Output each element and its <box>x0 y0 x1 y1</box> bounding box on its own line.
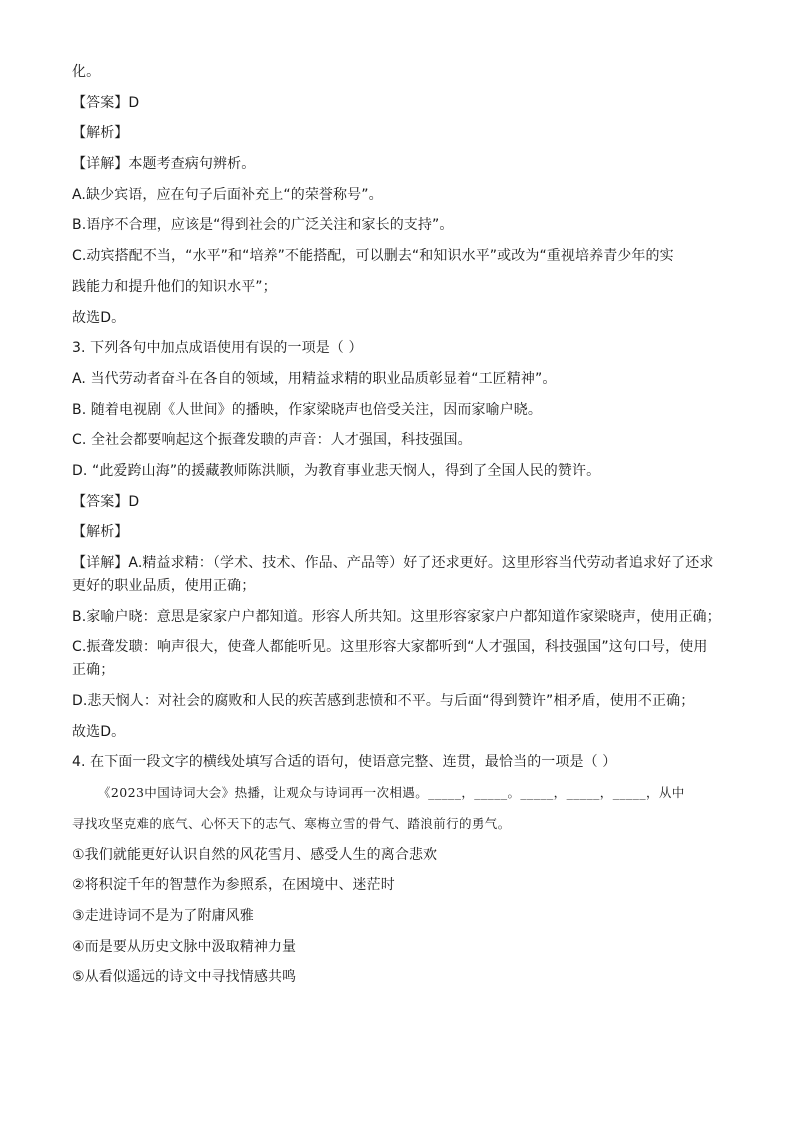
detail-c-cont: 正确； <box>72 662 115 679</box>
option-c: C. 全社会都要响起这个振聋发聩的声音：人才强国，科技强国。 <box>72 432 472 449</box>
text-line: 化。 <box>72 64 101 80</box>
conclusion-line: 故选D。 <box>72 309 126 326</box>
answer-label: 【答案】D <box>72 493 140 510</box>
explanation-c-cont: 践能力和提升他们的知识水平”； <box>72 278 277 295</box>
detail-b: B.家喻户晓：意思是家家户户都知道。形容人所共知。这里形容家家户户都知道作家梁晓声，使用正确； <box>72 608 721 625</box>
analysis-label: 【解析】 <box>72 125 129 142</box>
detail-a-cont: 更好的职业品质，使用正确； <box>72 578 256 594</box>
answer-label: 【答案】D <box>72 94 140 111</box>
passage-line-2: 寻找攻坚克难的底气、心怀天下的志气、寒梅立雪的骨气、踏浪前行的勇气。 <box>72 815 511 831</box>
choice-1: ①我们就能更好认识自然的风花雪月、感受人生的离合悲欢 <box>72 846 438 863</box>
option-b: B. 随着电视剧《人世间》的播映，作家梁晓声也倍受关注，因而家喻户晓。 <box>72 401 543 418</box>
choice-4: ④而是要从历史文脉中汲取精神力量 <box>72 938 297 955</box>
analysis-label: 【解析】 <box>72 524 129 541</box>
choice-3: ③走进诗词不是为了附庸风雅 <box>72 907 254 924</box>
question-3: 3. 下列各句中加点成语使用有误的一项是（ ） <box>72 340 363 357</box>
explanation-a: A.缺少宾语，应在句子后面补充上“的荣誉称号”。 <box>72 186 383 203</box>
question-4: 4. 在下面一段文字的横线处填写合适的语句，使语意完整、连贯，最恰当的一项是（ ） <box>72 754 617 771</box>
document-page <box>72 62 724 998</box>
choice-5: ⑤从看似遥远的诗文中寻找情感共鸣 <box>72 969 297 986</box>
detail-line: 【详解】本题考查病句辨析。 <box>72 156 256 173</box>
passage-line-1: 《2023中国诗词大会》热播，让观众与诗词再一次相遇。_____，_____。_____，_____，_____，从中 <box>98 785 685 801</box>
conclusion-line: 故选D。 <box>72 723 126 740</box>
choice-2: ②将积淀千年的智慧作为参照系，在困境中、迷茫时 <box>72 877 395 894</box>
detail-d: D.悲天悯人：对社会的腐败和人民的疾苦感到悲愤和不平。与后面“得到赞许”相矛盾，使用不正确； <box>72 693 695 710</box>
option-d: D. “此爱跨山海”的援藏教师陈洪顺，为教育事业悲天悯人，得到了全国人民的赞许。 <box>72 462 601 479</box>
explanation-c: C.动宾搭配不当，“水平”和“培养”不能搭配，可以删去“和知识水平”或改为“重视培养青少年的实 <box>72 248 674 265</box>
option-a: A. 当代劳动者奋斗在各自的领域，用精益求精的职业品质彰显着“工匠精神”。 <box>72 370 557 387</box>
detail-c: C.振聋发聩：响声很大，使聋人都能听见。这里形容大家都听到“人才强国，科技强国”这句口号，使用 <box>72 639 708 656</box>
detail-a: 【详解】A.精益求精：（学术、技术、作品、产品等）好了还求更好。这里形容当代劳动者追求好了还求 <box>72 555 714 571</box>
explanation-b: B.语序不合理，应该是“得到社会的广泛关注和家长的支持”。 <box>72 217 454 234</box>
